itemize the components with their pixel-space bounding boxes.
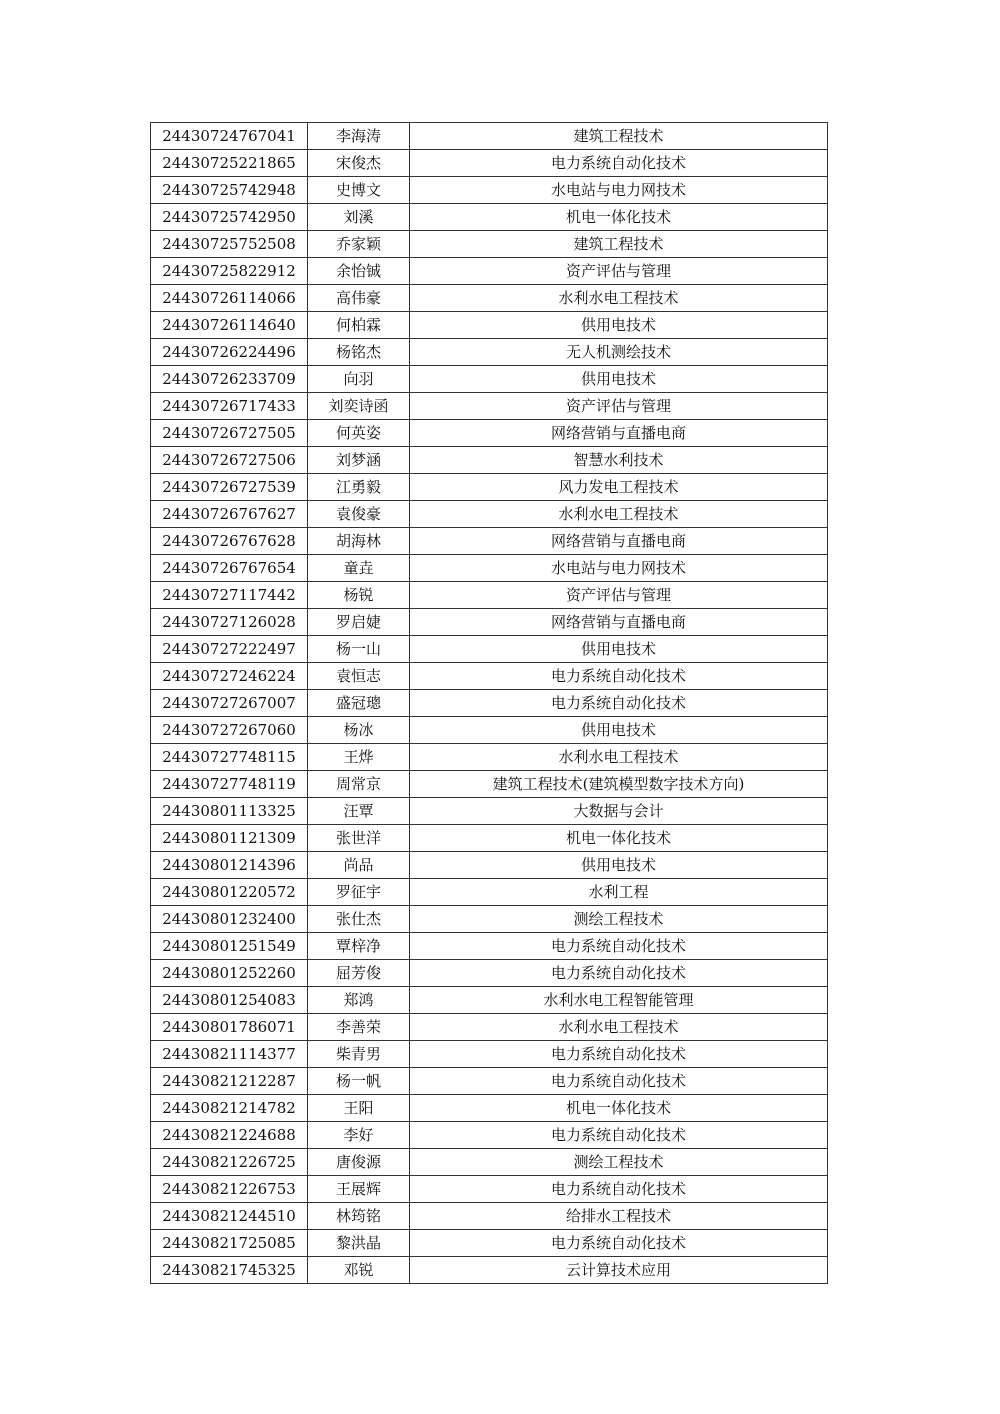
major-cell: 机电一体化技术 <box>410 1095 828 1122</box>
major-cell: 水利水电工程技术 <box>410 285 828 312</box>
major-cell: 水利水电工程技术 <box>410 744 828 771</box>
table-row <box>151 339 828 366</box>
major-cell: 建筑工程技术 <box>410 231 828 258</box>
table-row <box>151 906 828 933</box>
student-name-cell: 向羽 <box>308 366 410 393</box>
table-row <box>151 150 828 177</box>
table-row <box>151 177 828 204</box>
student-name-cell: 何英姿 <box>308 420 410 447</box>
major-cell: 电力系统自动化技术 <box>410 933 828 960</box>
student-id-cell: 24430801232400 <box>151 906 308 933</box>
table-row <box>151 609 828 636</box>
major-cell: 电力系统自动化技术 <box>410 1230 828 1257</box>
student-name-cell: 袁恒志 <box>308 663 410 690</box>
student-id-cell: 24430726717433 <box>151 393 308 420</box>
student-name-cell: 江勇毅 <box>308 474 410 501</box>
student-id-cell: 24430821745325 <box>151 1257 308 1284</box>
student-name-cell: 覃梓净 <box>308 933 410 960</box>
student-name-cell: 邓锐 <box>308 1257 410 1284</box>
student-name-cell: 高伟豪 <box>308 285 410 312</box>
table-row <box>151 1041 828 1068</box>
table-row <box>151 258 828 285</box>
table-row <box>151 1176 828 1203</box>
major-cell: 云计算技术应用 <box>410 1257 828 1284</box>
student-name-cell: 刘奕诗函 <box>308 393 410 420</box>
student-name-cell: 何柏霖 <box>308 312 410 339</box>
student-name-cell: 童垚 <box>308 555 410 582</box>
student-id-cell: 24430821114377 <box>151 1041 308 1068</box>
student-name-cell: 杨冰 <box>308 717 410 744</box>
major-cell: 网络营销与直播电商 <box>410 609 828 636</box>
student-id-cell: 24430727126028 <box>151 609 308 636</box>
student-id-cell: 24430726767628 <box>151 528 308 555</box>
student-id-cell: 24430821226725 <box>151 1149 308 1176</box>
major-cell: 水利工程 <box>410 879 828 906</box>
student-name-cell: 唐俊源 <box>308 1149 410 1176</box>
major-cell: 机电一体化技术 <box>410 825 828 852</box>
student-name-cell: 史博文 <box>308 177 410 204</box>
roster-body <box>151 123 828 1284</box>
major-cell: 资产评估与管理 <box>410 258 828 285</box>
table-row <box>151 420 828 447</box>
major-cell: 水电站与电力网技术 <box>410 555 828 582</box>
major-cell: 大数据与会计 <box>410 798 828 825</box>
student-name-cell: 杨一山 <box>308 636 410 663</box>
major-cell: 电力系统自动化技术 <box>410 1176 828 1203</box>
student-name-cell: 袁俊豪 <box>308 501 410 528</box>
student-name-cell: 胡海林 <box>308 528 410 555</box>
major-cell: 网络营销与直播电商 <box>410 420 828 447</box>
student-id-cell: 24430727222497 <box>151 636 308 663</box>
student-id-cell: 24430725742950 <box>151 204 308 231</box>
table-row <box>151 231 828 258</box>
student-id-cell: 24430801214396 <box>151 852 308 879</box>
student-name-cell: 周常京 <box>308 771 410 798</box>
major-cell: 无人机测绘技术 <box>410 339 828 366</box>
student-name-cell: 李海涛 <box>308 123 410 150</box>
major-cell: 供用电技术 <box>410 366 828 393</box>
table-row <box>151 312 828 339</box>
table-row <box>151 555 828 582</box>
major-cell: 水利水电工程智能管理 <box>410 987 828 1014</box>
student-id-cell: 24430727267060 <box>151 717 308 744</box>
major-cell: 电力系统自动化技术 <box>410 150 828 177</box>
table-row <box>151 798 828 825</box>
major-cell: 电力系统自动化技术 <box>410 1068 828 1095</box>
table-row <box>151 1203 828 1230</box>
student-id-cell: 24430725752508 <box>151 231 308 258</box>
table-row <box>151 1068 828 1095</box>
table-row <box>151 123 828 150</box>
student-id-cell: 24430727246224 <box>151 663 308 690</box>
student-name-cell: 刘溪 <box>308 204 410 231</box>
student-name-cell: 罗启婕 <box>308 609 410 636</box>
table-row <box>151 447 828 474</box>
major-cell: 测绘工程技术 <box>410 906 828 933</box>
student-id-cell: 24430801252260 <box>151 960 308 987</box>
student-id-cell: 24430725221865 <box>151 150 308 177</box>
student-name-cell: 李善荣 <box>308 1014 410 1041</box>
table-row <box>151 1014 828 1041</box>
student-id-cell: 24430725822912 <box>151 258 308 285</box>
student-id-cell: 24430726114640 <box>151 312 308 339</box>
major-cell: 电力系统自动化技术 <box>410 960 828 987</box>
major-cell: 电力系统自动化技术 <box>410 690 828 717</box>
table-row <box>151 1122 828 1149</box>
student-name-cell: 乔家颖 <box>308 231 410 258</box>
student-name-cell: 宋俊杰 <box>308 150 410 177</box>
student-id-cell: 24430726727539 <box>151 474 308 501</box>
student-id-cell: 24430725742948 <box>151 177 308 204</box>
table-row <box>151 717 828 744</box>
student-id-cell: 24430726727506 <box>151 447 308 474</box>
student-name-cell: 杨一帆 <box>308 1068 410 1095</box>
major-cell: 供用电技术 <box>410 636 828 663</box>
table-row <box>151 1230 828 1257</box>
table-row <box>151 1149 828 1176</box>
major-cell: 建筑工程技术(建筑模型数字技术方向) <box>410 771 828 798</box>
student-name-cell: 张世洋 <box>308 825 410 852</box>
student-id-cell: 24430726767627 <box>151 501 308 528</box>
major-cell: 水电站与电力网技术 <box>410 177 828 204</box>
table-row <box>151 1095 828 1122</box>
student-roster-table <box>150 122 828 1284</box>
student-name-cell: 李好 <box>308 1122 410 1149</box>
student-id-cell: 24430821244510 <box>151 1203 308 1230</box>
student-name-cell: 王展辉 <box>308 1176 410 1203</box>
student-id-cell: 24430801220572 <box>151 879 308 906</box>
table-row <box>151 933 828 960</box>
student-id-cell: 24430821214782 <box>151 1095 308 1122</box>
student-id-cell: 24430801113325 <box>151 798 308 825</box>
major-cell: 资产评估与管理 <box>410 393 828 420</box>
student-id-cell: 24430726727505 <box>151 420 308 447</box>
student-id-cell: 24430821212287 <box>151 1068 308 1095</box>
major-cell: 电力系统自动化技术 <box>410 663 828 690</box>
major-cell: 网络营销与直播电商 <box>410 528 828 555</box>
student-name-cell: 张仕杰 <box>308 906 410 933</box>
student-id-cell: 24430727267007 <box>151 690 308 717</box>
student-name-cell: 王烨 <box>308 744 410 771</box>
student-id-cell: 24430724767041 <box>151 123 308 150</box>
student-id-cell: 24430726233709 <box>151 366 308 393</box>
table-row <box>151 528 828 555</box>
student-name-cell: 汪覃 <box>308 798 410 825</box>
major-cell: 智慧水利技术 <box>410 447 828 474</box>
student-name-cell: 郑鸿 <box>308 987 410 1014</box>
table-row <box>151 771 828 798</box>
student-id-cell: 24430801254083 <box>151 987 308 1014</box>
student-id-cell: 24430726224496 <box>151 339 308 366</box>
student-name-cell: 尚品 <box>308 852 410 879</box>
major-cell: 供用电技术 <box>410 312 828 339</box>
student-name-cell: 杨铭杰 <box>308 339 410 366</box>
student-id-cell: 24430726114066 <box>151 285 308 312</box>
student-id-cell: 24430801251549 <box>151 933 308 960</box>
student-name-cell: 黎洪晶 <box>308 1230 410 1257</box>
student-id-cell: 24430821725085 <box>151 1230 308 1257</box>
major-cell: 水利水电工程技术 <box>410 1014 828 1041</box>
major-cell: 水利水电工程技术 <box>410 501 828 528</box>
table-row <box>151 960 828 987</box>
table-row <box>151 285 828 312</box>
major-cell: 给排水工程技术 <box>410 1203 828 1230</box>
student-id-cell: 24430727748115 <box>151 744 308 771</box>
major-cell: 电力系统自动化技术 <box>410 1041 828 1068</box>
table-row <box>151 690 828 717</box>
student-id-cell: 24430801121309 <box>151 825 308 852</box>
student-name-cell: 林筠铭 <box>308 1203 410 1230</box>
table-row <box>151 582 828 609</box>
table-row <box>151 744 828 771</box>
table-row <box>151 663 828 690</box>
student-id-cell: 24430801786071 <box>151 1014 308 1041</box>
student-id-cell: 24430727748119 <box>151 771 308 798</box>
table-row <box>151 852 828 879</box>
major-cell: 测绘工程技术 <box>410 1149 828 1176</box>
student-name-cell: 罗征宇 <box>308 879 410 906</box>
student-id-cell: 24430727117442 <box>151 582 308 609</box>
table-row <box>151 1257 828 1284</box>
table-row <box>151 474 828 501</box>
student-name-cell: 杨锐 <box>308 582 410 609</box>
table-row <box>151 366 828 393</box>
table-row <box>151 636 828 663</box>
table-row <box>151 204 828 231</box>
table-row <box>151 825 828 852</box>
major-cell: 建筑工程技术 <box>410 123 828 150</box>
table-row <box>151 393 828 420</box>
student-name-cell: 盛冠璁 <box>308 690 410 717</box>
major-cell: 供用电技术 <box>410 717 828 744</box>
student-name-cell: 余怡铖 <box>308 258 410 285</box>
student-name-cell: 王阳 <box>308 1095 410 1122</box>
student-name-cell: 刘梦涵 <box>308 447 410 474</box>
student-name-cell: 屈芳俊 <box>308 960 410 987</box>
table-row <box>151 987 828 1014</box>
table-row <box>151 501 828 528</box>
table-row <box>151 879 828 906</box>
student-name-cell: 柴青男 <box>308 1041 410 1068</box>
student-id-cell: 24430821226753 <box>151 1176 308 1203</box>
major-cell: 风力发电工程技术 <box>410 474 828 501</box>
major-cell: 供用电技术 <box>410 852 828 879</box>
major-cell: 电力系统自动化技术 <box>410 1122 828 1149</box>
major-cell: 资产评估与管理 <box>410 582 828 609</box>
major-cell: 机电一体化技术 <box>410 204 828 231</box>
student-id-cell: 24430821224688 <box>151 1122 308 1149</box>
student-id-cell: 24430726767654 <box>151 555 308 582</box>
